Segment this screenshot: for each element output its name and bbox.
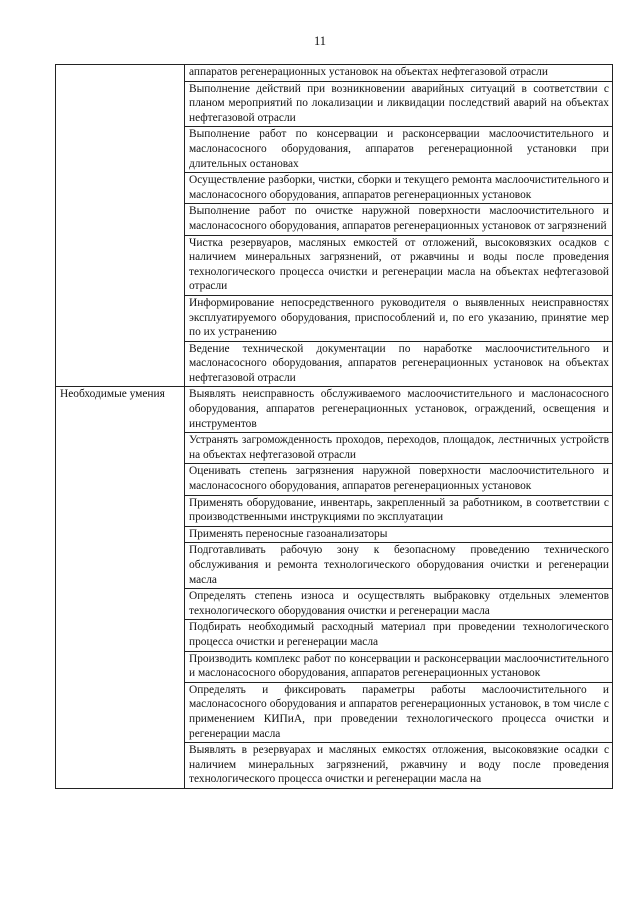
table-cell-item: Чистка резервуаров, масляных емкостей от отложений, высоковязких осадков с наличием минеральных загрязнений, от ржавчины и воды после проведения технологического процесса очистки и регенерации масла на объектах нефтегазовой отрасли [185,235,613,295]
table-cell-item: Выполнение работ по очистке наружной поверхности маслоочистительного и маслонасосного оборудования, аппаратов регенерационных установок от загрязнений [185,204,613,235]
table-cell-item: Применять переносные газоанализаторы [185,526,613,543]
page-number: 11 [313,34,327,48]
table-cell-item: Информирование непосредственного руководителя о выявленных неисправностях эксплуатируемого оборудования, приспособлений и, по его указанию, принятие мер по их устранению [185,295,613,341]
table-cell-item: Устранять загроможденность проходов, переходов, площадок, лестничных устройств на объектах нефтегазовой отрасли [185,433,613,464]
table-cell-item: Ведение технической документации по наработке маслоочистительного и маслонасосного оборудования, аппаратов регенерационных установок на объектах нефтегазовой отрасли [185,341,613,387]
table-cell-item: Выявлять неисправность обслуживаемого маслоочистительного и маслонасосного оборудования, аппаратов регенерационных установок, ограждений, освещения и инструментов [185,387,613,433]
table-cell-item: Осуществление разборки, чистки, сборки и текущего ремонта маслоочистительного и маслонасосного оборудования, аппаратов регенерационных установок [185,173,613,204]
table-cell-item: Выявлять в резервуарах и масляных емкостях отложения, высоковязкие осадки с наличием минеральных загрязнений, ржавчину и воду после проведения технологического процесса очистки и регенерации масла на [185,743,613,789]
table-cell-item: Оценивать степень загрязнения наружной поверхности маслоочистительного и маслонасосного оборудования, аппаратов регенерационных установок [185,464,613,495]
table-cell-item: аппаратов регенерационных установок на объектах нефтегазовой отрасли [185,65,613,82]
section-label: Необходимые умения [56,387,185,788]
table-cell-item: Выполнение работ по консервации и расконсервации маслоочистительного и маслонасосного оборудования, аппаратов регенерационной установки при длительных остановах [185,127,613,173]
table-cell-item: Применять оборудование, инвентарь, закрепленный за работником, в соответствии с производственными инструкциями по эксплуатации [185,495,613,526]
table-cell-item: Подготавливать рабочую зону к безопасному проведению технического обслуживания и ремонта технологического оборудования очистки и регенерации масла [185,543,613,589]
table-row [56,65,613,82]
table-cell-item: Выполнение действий при возникновении аварийных ситуаций в соответствии с планом мероприятий по локализации и ликвидации последствий аварий на объектах нефтегазовой отрасли [185,81,613,127]
competency-table [55,64,613,789]
table-cell-item: Определять и фиксировать параметры работы маслоочистительного и маслонасосного оборудования и аппаратов регенерационных установок, в том числе с применением КИПиА, при проведении технологического процесса очистки и регенерации масла [185,682,613,742]
table-cell-item: Подбирать необходимый расходный материал при проведении технологического процесса очистки и регенерации масла [185,620,613,651]
table-cell-item: Определять степень износа и осуществлять выбраковку отдельных элементов технологического оборудования очистки и регенерации масла [185,589,613,620]
section-label [56,65,185,387]
table-row [56,387,613,433]
table-cell-item: Производить комплекс работ по консервации и расконсервации маслоочистительного и маслонасосного оборудования, аппаратов регенерационных установок [185,651,613,682]
